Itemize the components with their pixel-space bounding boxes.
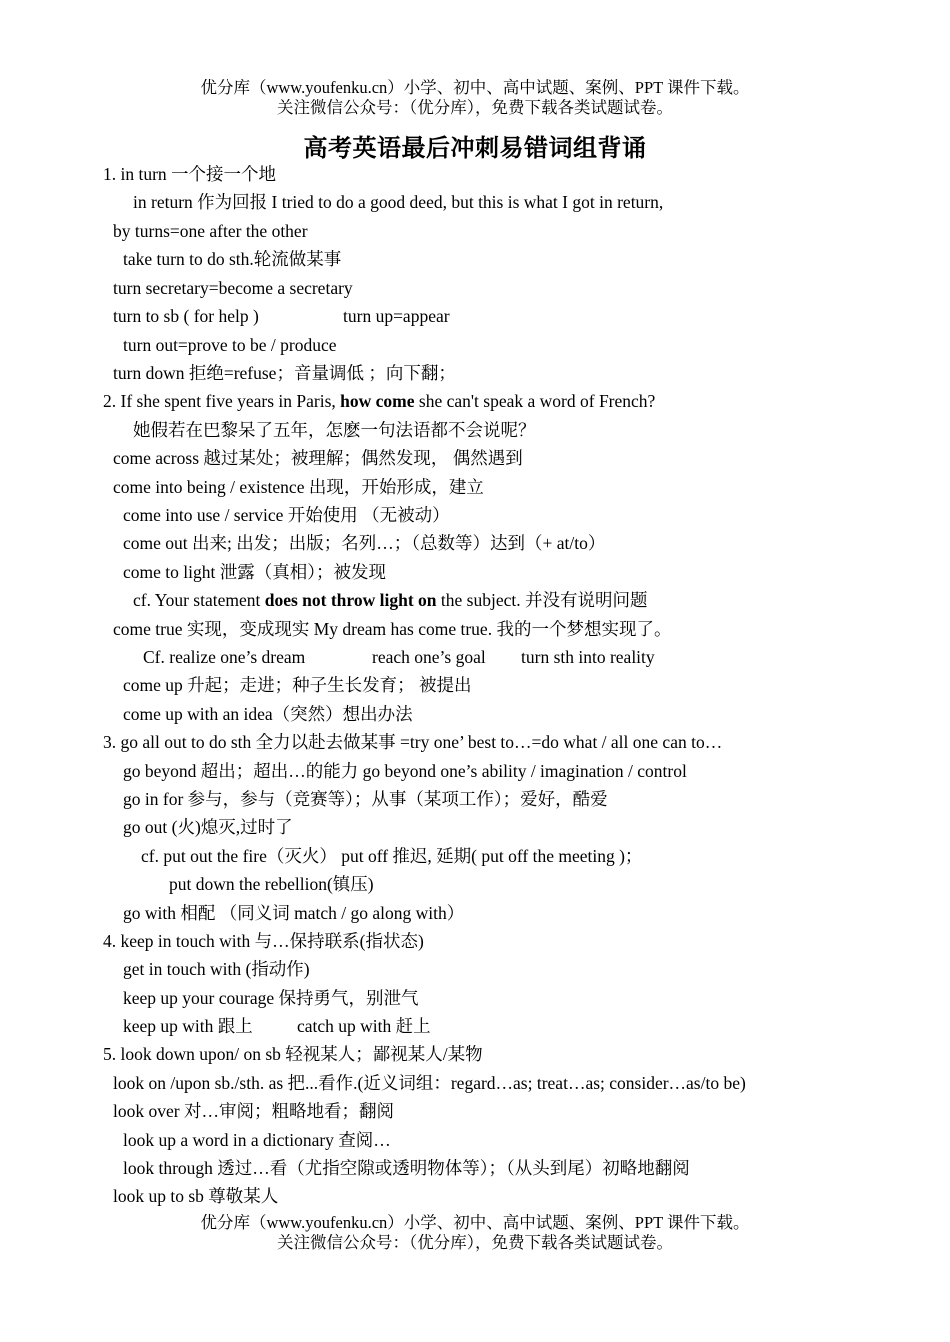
- text-line: keep up with 跟上: [123, 1016, 253, 1036]
- text-line: turn out=prove to be / produce: [123, 335, 337, 355]
- text-line: come up with an idea（突然）想出办法: [123, 704, 413, 724]
- text-run: cf. Your statement: [133, 590, 265, 610]
- text-line: come up 升起；走进；种子生长发育； 被提出: [123, 675, 472, 695]
- text-line: 1. in turn 一个接一个地: [103, 164, 277, 184]
- bold-phrase: how come: [340, 391, 415, 411]
- header-line-1: 优分库（www.youfenku.cn）小学、初中、高中试题、案例、PPT 课件下载。: [200, 78, 750, 97]
- text-line: come out 出来; 出发；出版；名列…；（总数等）达到（+ at/to）: [123, 533, 606, 553]
- text-line: look up a word in a dictionary 查阅…: [123, 1130, 391, 1150]
- text-line: look up to sb 尊敬某人: [113, 1186, 279, 1206]
- text-line: by turns=one after the other: [113, 221, 308, 241]
- footer-line-1: 优分库（www.youfenku.cn）小学、初中、高中试题、案例、PPT 课件下载。: [200, 1213, 750, 1232]
- text-line: come across 越过某处；被理解；偶然发现， 偶然遇到: [113, 448, 523, 468]
- text-run: 2. If she spent five years in Paris,: [103, 391, 341, 411]
- text-line: keep up your courage 保持勇气，别泄气: [123, 988, 419, 1008]
- text-line: 4. keep in touch with 与…保持联系(指状态): [103, 931, 424, 951]
- text-line: put down the rebellion(镇压): [169, 874, 374, 894]
- text-line: go with 相配 （同义词 match / go along with）: [123, 903, 465, 923]
- text-line: look on /upon sb./sth. as 把...看作.(近义词组：regard…as; treat…as; consider…as/to be): [113, 1073, 746, 1093]
- text-line: reach one’s goal: [372, 647, 486, 667]
- text-line: turn to sb ( for help ): [113, 306, 259, 326]
- text-line: go out (火)熄灭,过时了: [123, 817, 293, 837]
- bold-phrase: does not throw light on: [264, 590, 437, 610]
- text-line: 她假若在巴黎呆了五年，怎麽一句法语都不会说呢？: [133, 420, 536, 440]
- text-line: [133, 588, 647, 612]
- text-line: take turn to do sth.轮流做某事: [123, 249, 342, 269]
- text-line: [103, 389, 655, 413]
- text-line: turn sth into reality: [521, 647, 655, 667]
- header-line-2: 关注微信公众号：（优分库），免费下载各类试题试卷。: [277, 98, 673, 117]
- page-title: 高考英语最后冲刺易错词组背诵: [303, 134, 647, 162]
- text-line: turn secretary=become a secretary: [113, 278, 353, 298]
- text-line: go in for 参与，参与（竞赛等）；从事（某项工作）；爱好，酷爱: [123, 789, 608, 809]
- text-line: Cf. realize one’s dream: [143, 647, 306, 667]
- text-run: the subject. 并没有说明问题: [436, 590, 648, 610]
- text-line: come into use / service 开始使用 （无被动）: [123, 505, 450, 525]
- text-run: she can't speak a word of French?: [414, 391, 656, 411]
- text-line: 5. look down upon/ on sb 轻视某人；鄙视某人/某物: [103, 1044, 483, 1064]
- text-line: look over 对…审阅；粗略地看；翻阅: [113, 1101, 394, 1121]
- text-line: 3. go all out to do sth 全力以赴去做某事 =try one’ best to…=do what / all one can to…: [103, 732, 723, 752]
- text-line: cf. put out the fire（灭火） put off 推迟, 延期( put off the meeting )；: [141, 846, 643, 866]
- text-line: come into being / existence 出现，开始形成，建立: [113, 477, 484, 497]
- text-line: get in touch with (指动作): [123, 959, 310, 979]
- text-line: turn down 拒绝=refuse；音量调低 ；向下翻；: [113, 363, 456, 383]
- text-line: go beyond 超出；超出…的能力 go beyond one’s ability / imagination / control: [123, 761, 687, 781]
- text-line: look through 透过…看（尤指空隙或透明物体等）；（从头到尾）初略地翻阅: [123, 1158, 690, 1178]
- text-line: come true 实现，变成现实 My dream has come true. 我的一个梦想实现了。: [113, 619, 672, 639]
- footer-line-2: 关注微信公众号：（优分库），免费下载各类试题试卷。: [277, 1233, 673, 1252]
- text-line: come to light 泄露（真相）；被发现: [123, 562, 386, 582]
- text-line: turn up=appear: [343, 306, 450, 326]
- text-line: catch up with 赶上: [297, 1016, 431, 1036]
- text-line: in return 作为回报 I tried to do a good deed, but this is what I got in return,: [133, 192, 664, 212]
